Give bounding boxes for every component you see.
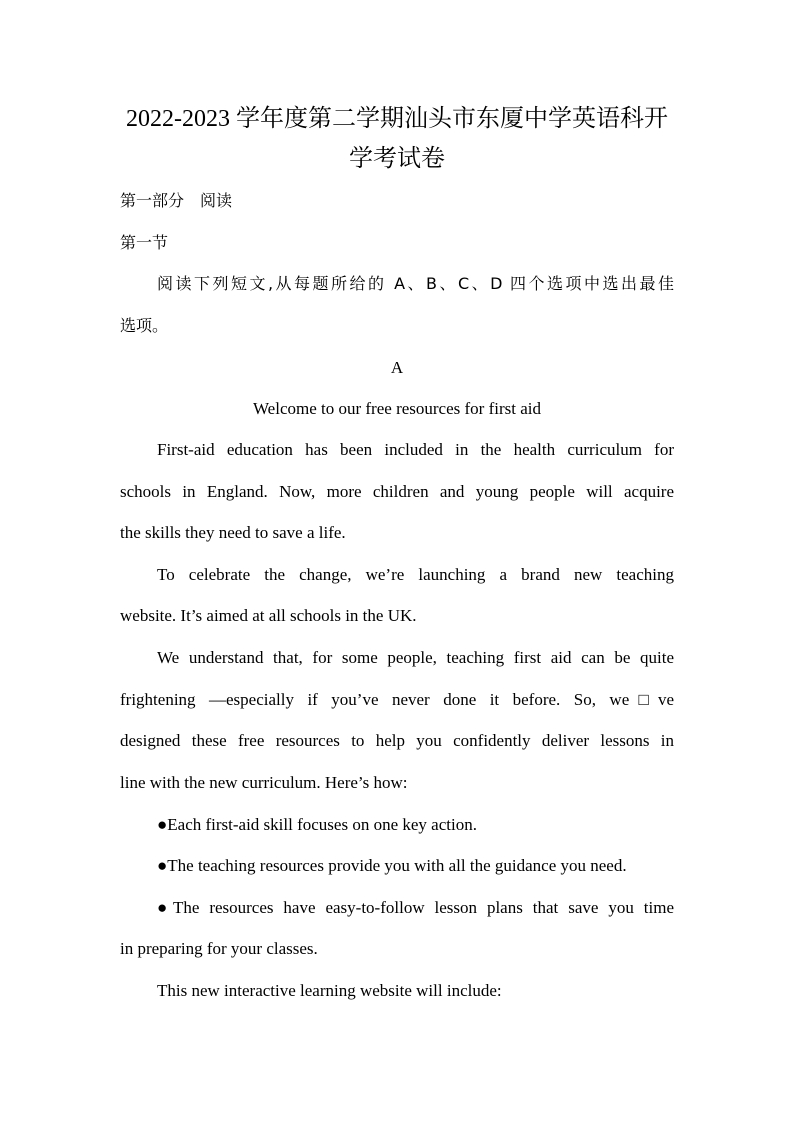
passage-line: line with the new curriculum. Here’s how: [120, 773, 408, 792]
passage-line: We understand that, for some people, teaching first aid can be quite [157, 648, 674, 667]
instruction-line-2: 选项。 [120, 316, 169, 335]
bullet-item: ●The resources have easy-to-follow lesson plans that save you time [157, 898, 674, 917]
passage-label: A [390, 358, 404, 377]
exam-title-line-1: 2022-2023 学年度第二学期汕头市东厦中学英语科开 [126, 106, 668, 132]
passage-line: the skills they need to save a life. [120, 523, 346, 542]
subsection-heading: 第一节 [120, 233, 169, 252]
passage-line: This new interactive learning website will include: [157, 981, 502, 1000]
bullet-item: ●The teaching resources provide you with all the guidance you need. [157, 856, 627, 875]
instruction-line-1: 阅读下列短文,从每题所给的 A、B、C、D 四个选项中选出最佳 [157, 274, 674, 293]
exam-title-line-2: 学考试卷 [349, 146, 445, 172]
passage-line: schools in England. Now, more children and young people will acquire [120, 482, 674, 501]
passage-heading: Welcome to our free resources for first aid [253, 399, 541, 418]
part-heading: 第一部分 阅读 [120, 191, 233, 210]
passage-line: To celebrate the change, we’re launching a brand new teaching [157, 565, 674, 584]
passage-line: designed these free resources to help you confidently deliver lessons in [120, 731, 674, 750]
passage-line: First-aid education has been included in the health curriculum for [157, 440, 674, 459]
passage-line: website. It’s aimed at all schools in the UK. [120, 606, 417, 625]
passage-line: in preparing for your classes. [120, 939, 318, 958]
bullet-item: ●Each first-aid skill focuses on one key action. [157, 815, 477, 834]
passage-line: frightening —especially if you’ve never done it before. So, we□ve [120, 690, 674, 709]
